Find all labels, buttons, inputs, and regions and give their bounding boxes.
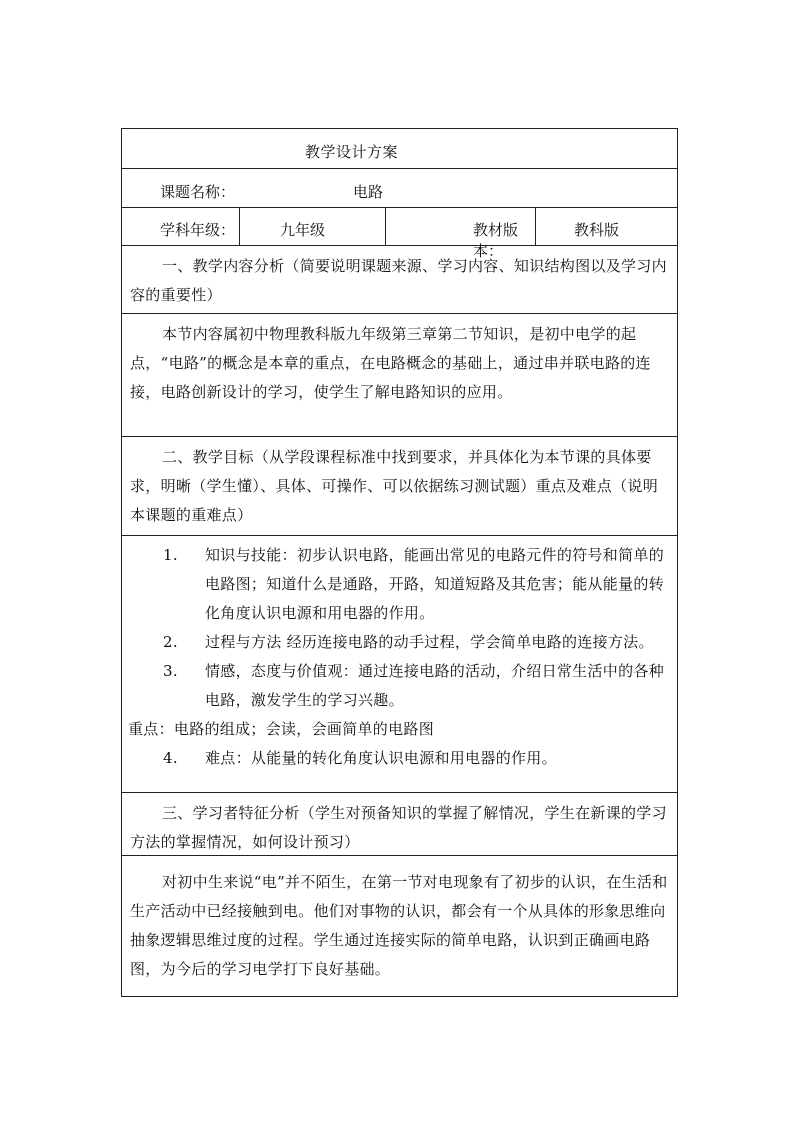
title-row	[122, 129, 677, 169]
objective-item	[122, 657, 677, 715]
subject-label: 学科年级：	[160, 221, 236, 239]
section1-body-row	[122, 314, 677, 437]
objective-number: 3.	[163, 662, 178, 680]
section1-heading: 一、教学内容分析（简要说明课题来源、学习内容、知识结构图以及学习内容的重要性）	[130, 257, 667, 304]
objective-item	[122, 628, 677, 657]
subject-value: 九年级	[280, 221, 326, 239]
objective-number: 2.	[163, 633, 178, 651]
section2-heading: 二、教学目标（从学段课程标准中找到要求，并具体化为本节课的具体要求，明晰（学生懂）、具体、可操作、可以依据练习测试题）重点及难点（说明本课题的重难点）	[130, 448, 659, 524]
subject-value-cell	[240, 208, 386, 245]
section3-body: 对初中生来说“电”并不陌生，在第一节对电现象有了初步的认识，在生活和生产活动中已经接触到电。他们对事物的认识，都会有一个从具体的形象思维向抽象逻辑思维过度的过程。学生通过连接实际的简单电路，认识到正确画电路图，为今后的学习电学打下良好基础。	[130, 873, 668, 978]
subject-label-cell	[122, 208, 240, 245]
objective-item	[122, 541, 677, 628]
difficulty-number: 4.	[163, 749, 178, 767]
difficulty-text: 难点：从能量的转化角度认识电源和用电器的作用。	[205, 749, 557, 767]
course-name-value: 电路	[353, 183, 384, 201]
course-name-row	[122, 169, 677, 208]
section1-body: 本节内容属初中物理教科版九年级第三章第二节知识，是初中电学的起点，“电路”的概念是本章的重点，在电路概念的基础上，通过串并联电路的连接，电路创新设计的学习，使学生了解电路知识的应用。	[130, 325, 651, 401]
textbook-label: 教材版本：	[473, 221, 519, 260]
section3-heading-row	[122, 793, 677, 856]
objective-text: 情感，态度与价值观：通过连接电路的活动，介绍日常生活中的各种电路，激发学生的学习兴趣。	[205, 662, 665, 709]
difficulty-item	[122, 744, 677, 773]
document-title: 教学设计方案	[305, 143, 399, 161]
objective-number: 1.	[163, 546, 178, 564]
section1-heading-row	[122, 246, 677, 314]
key-point: 重点：电路的组成；会读，会画简单的电路图	[128, 720, 435, 738]
section3-heading: 三、学习者特征分析（学生对预备知识的掌握了解情况，学生在新课的学习方法的掌握情况，如何设计预习）	[130, 804, 667, 851]
lesson-plan-table	[121, 128, 678, 997]
section3-body-row	[122, 856, 677, 996]
textbook-value-cell	[536, 208, 677, 245]
subject-row	[122, 208, 677, 260]
objective-text: 过程与方法 经历连接电路的动手过程，学会简单电路的连接方法。	[205, 633, 654, 651]
textbook-value: 教科版	[574, 221, 620, 239]
objective-text: 知识与技能：初步认识电路，能画出常见的电路元件的符号和简单的电路图；知道什么是通路，开路，知道短路及其危害；能从能量的转化角度认识电源和用电器的作用。	[205, 546, 665, 622]
textbook-label-cell	[386, 208, 536, 260]
course-name-label: 课题名称：	[160, 183, 236, 201]
section2-heading-row	[122, 437, 677, 536]
section2-body-row	[122, 536, 677, 793]
objectives-list	[122, 536, 677, 773]
